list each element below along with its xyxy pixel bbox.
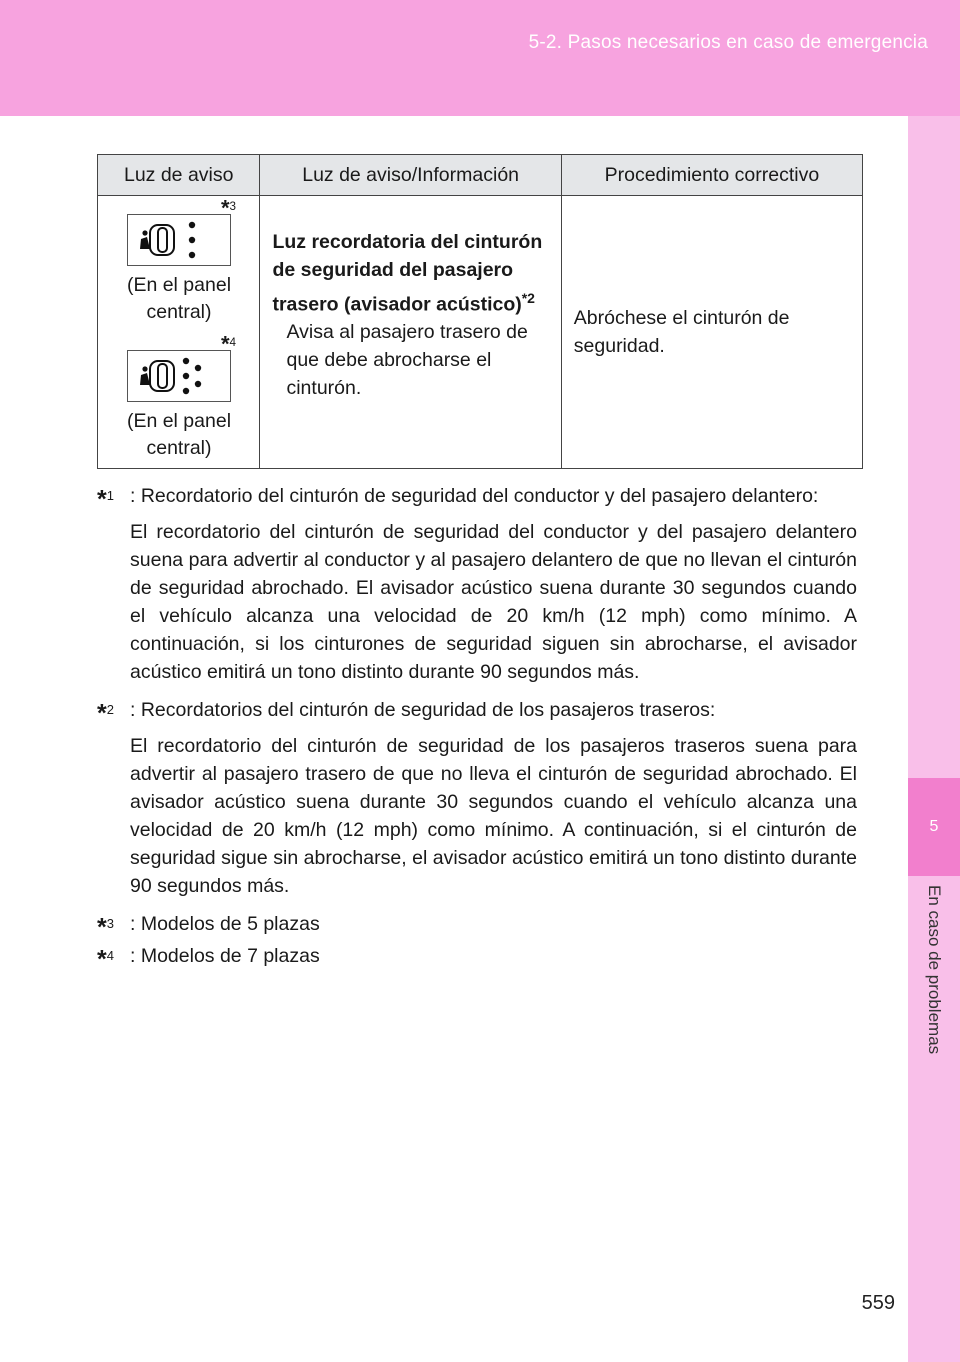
footnote-mark: *$^3$	[97, 913, 114, 942]
footnote-title: : Recordatorios del cinturón de seguridad de los pasajeros traseros:	[130, 699, 716, 721]
footnote-text: El recordatorio del cinturón de seguridad de los pasajeros traseros suena para advertir al pasajero trasero de que no lleva el cinturón de seguridad abrochado. El avisador acústico suena durante 30 segundos cuando el vehículo alcanza una velocidad de 20 km/h (12 mph) como mínimo. A continuación, si el cinturón de seguridad sigue sin abrocharse, el avisador acústico emitirá un tono distinto durante 90 segundos más.	[130, 735, 857, 897]
table-header-row	[98, 155, 863, 196]
procedure-cell	[561, 196, 862, 469]
column-header-information: Luz de aviso/Información	[260, 155, 561, 196]
table-row	[98, 196, 863, 469]
icon-caption: (En el panel central)	[126, 410, 232, 459]
footnote-mark: *$^1$	[97, 485, 114, 514]
information-cell	[260, 196, 561, 469]
info-text: Avisa al pasajero trasero de que debe abrocharse el cinturón.	[286, 321, 528, 400]
section-title: 5-2. Pasos necesarios en caso de emergencia	[528, 32, 928, 53]
footnote-3	[97, 910, 857, 942]
footnote-1	[97, 482, 857, 686]
icon-caption: (En el panel central)	[126, 274, 232, 323]
header-bar	[0, 0, 960, 116]
footnote-mark: *$^4$	[97, 945, 114, 974]
chapter-number-tab[interactable]: 5	[908, 778, 960, 876]
footnote-4	[97, 942, 857, 974]
warning-light-5-seat	[98, 195, 260, 326]
footnote-ref: *$^3$	[220, 195, 236, 221]
warning-lights-table	[97, 154, 863, 469]
chapter-title: En caso de problemas	[925, 885, 944, 1055]
footnote-title: : Modelos de 7 plazas	[130, 945, 320, 967]
column-header-warning-light: Luz de aviso	[98, 155, 260, 196]
footnote-2	[97, 696, 857, 900]
footnote-ref: *2	[521, 289, 535, 306]
warning-light-7-seat	[98, 331, 260, 462]
info-title: Luz recordatoria del cinturón de seguridad del pasajero trasero (avisador acústico)$^{*2}$	[272, 230, 543, 316]
footnote-ref: *$^4$	[220, 331, 236, 357]
page-number: 559	[861, 1292, 895, 1314]
rear-seatbelt-lamp-icon	[127, 350, 231, 402]
chapter-side-tab	[908, 116, 960, 1362]
procedure-text: Abróchese el cinturón de seguridad.	[573, 307, 790, 357]
rear-seatbelt-lamp-icon	[127, 214, 231, 266]
footnote-title: : Recordatorio del cinturón de seguridad del conductor y del pasajero delantero:	[130, 485, 819, 507]
footnotes	[97, 482, 857, 974]
footnote-title: : Modelos de 5 plazas	[130, 913, 320, 935]
footnote-mark: *$^2$	[97, 699, 114, 728]
warning-light-cell	[98, 196, 260, 469]
column-header-procedure: Procedimiento correctivo	[561, 155, 862, 196]
footnote-text: El recordatorio del cinturón de seguridad del conductor y del pasajero delantero suena para advertir al conductor y al pasajero delantero de que no llevan el cinturón de seguridad abrochado. El avisador acústico suena durante 30 segundos cuando el vehículo alcanza una velocidad de 20 km/h (12 mph) como mínimo. A continuación, si los cinturones de seguridad siguen sin abrocharse, el avisador acústico emitirá un tono distinto durante 90 segundos más.	[130, 521, 857, 683]
